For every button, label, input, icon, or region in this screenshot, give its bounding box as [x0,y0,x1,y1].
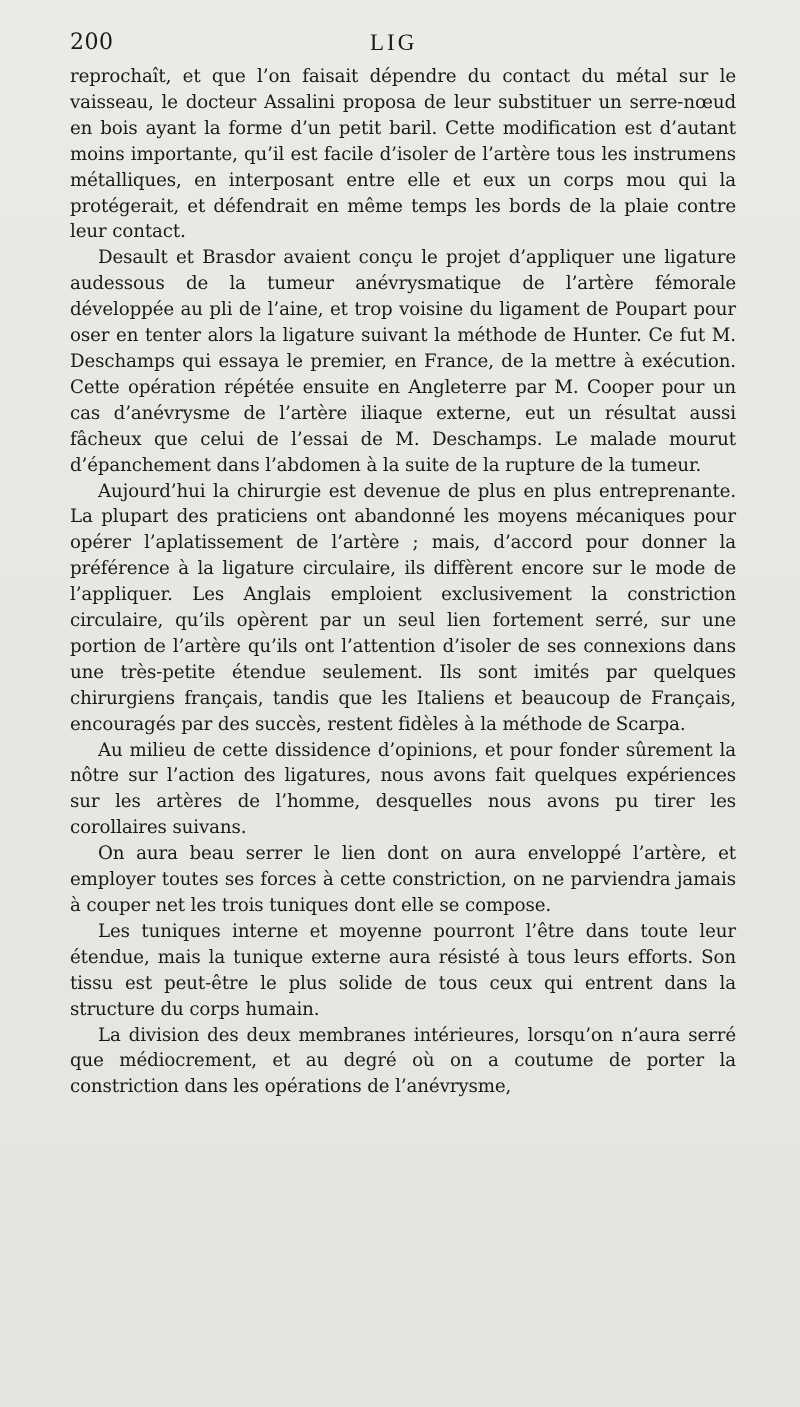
paragraph: Desault et Brasdor avaient conçu le projet d’appliquer une ligature audessous de la tumeur anévrysmatique de l’artère fémorale développée au pli de l’aine, et trop voisine du ligament de Poupart pour oser en tenter alors la ligature suivant la méthode de Hunter. Ce fut M. Deschamps qui essaya le premier, en France, de la mettre à exécution. Cette opération répétée ensuite en Angleterre par M. Cooper pour un cas d’anévrysme de l’artère iliaque externe, eut un résultat aussi fâcheux que celui de l’essai de M. Deschamps. Le malade mourut d’épanchement dans l’abdomen à la suite de la rupture de la tumeur. [70,247,736,476]
page-header [70,30,735,64]
paragraph: Les tuniques interne et moyenne pourront l’être dans toute leur étendue, mais la tunique externe aura résisté à tous leurs efforts. Son tissu est peut-être le plus solide de tous ceux qui entrent dans la structure du corps humain. [70,920,736,1020]
paragraph: reprochaît, et que l’on faisait dépendre du contact du métal sur le vaisseau, le docteur Assalini proposa de leur substituer un serre-nœud en bois ayant la forme d’un petit baril. Cette modification est d’autant moins importante, qu’il est facile d’isoler de l’artère tous les instrumens métalliques, en interposant entre elle et eux un corps mou qui la protégerait, et défendrait en même temps les bords de la plaie contre leur contact. [70,66,736,243]
running-head: LIG [370,30,418,55]
paragraph: Au milieu de cette dissidence d’opinions, et pour fonder sûrement la nôtre sur l’action des ligatures, nous avons fait quelques expériences sur les artères de l’homme, desquelles nous avons pu tirer les corollaires suivans. [70,739,736,839]
paragraph: On aura beau serrer le lien dont on aura enveloppé l’artère, et employer toutes ses forces à cette constriction, on ne parviendra jamais à couper net les trois tuniques dont elle se compose. [70,843,736,916]
paragraph: Aujourd’hui la chirurgie est devenue de plus en plus entreprenante. La plupart des praticiens ont abandonné les moyens mécaniques pour opérer l’aplatissement de l’artère ; mais, d’accord pour donner la préférence à la ligature circulaire, ils diffèrent encore sur le mode de l’appliquer. Les Anglais emploient exclusivement la constriction circulaire, qu’ils opèrent par un seul lien fortement serré, sur une portion de l’artère qu’ils ont l’attention d’isoler de ses connexions dans une très-petite étendue seulement. Ils sont imités par quelques chirurgiens français, tandis que les Italiens et beaucoup de Français, encouragés par des succès, restent fidèles à la méthode de Scarpa. [70,480,736,735]
body-text [70,64,736,1100]
page-number: 200 [70,30,114,55]
paragraph: La division des deux membranes intérieures, lorsqu’on n’aura serré que médiocrement, et au degré où on a coutume de porter la constriction dans les opérations de l’anévrysme, [70,1024,736,1098]
